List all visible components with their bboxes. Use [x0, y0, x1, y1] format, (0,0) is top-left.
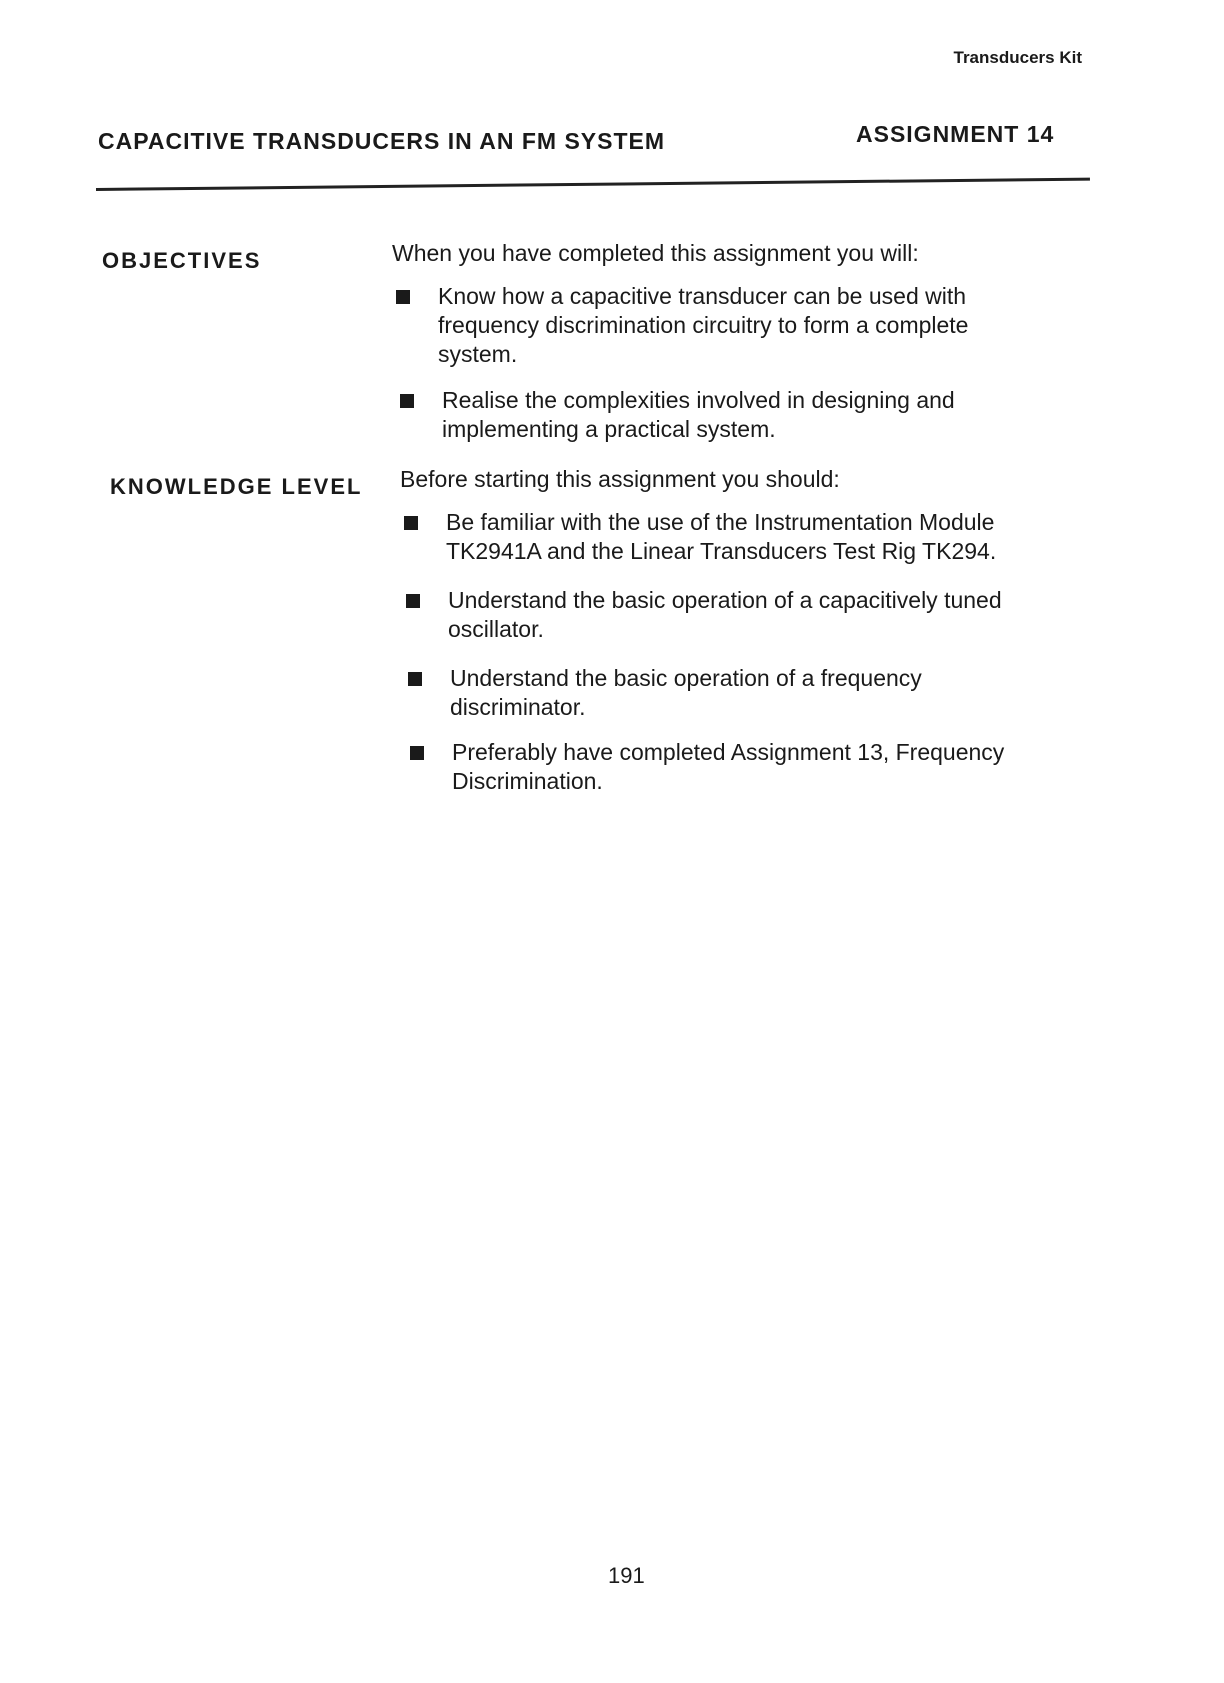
- knowledge-level-lead: Before starting this assignment you should:: [400, 466, 840, 492]
- knowledge-level-item-text: Understand the basic operation of a capacitively tuned oscillator.: [448, 587, 1002, 642]
- objectives-heading: OBJECTIVES: [102, 248, 262, 273]
- objectives-item-text: Know how a capacitive transducer can be used with frequency discrimination circuitry to form a complete system.: [438, 283, 969, 367]
- knowledge-level-item: [410, 738, 1052, 796]
- knowledge-level-item: [404, 508, 1046, 566]
- bullet-square-icon: [400, 394, 414, 408]
- assignment-label: ASSIGNMENT 14: [856, 121, 1055, 147]
- bullet-square-icon: [406, 594, 420, 608]
- bullet-square-icon: [408, 672, 422, 686]
- knowledge-level-heading: KNOWLEDGE LEVEL: [110, 474, 363, 499]
- objectives-item-text: Realise the complexities involved in designing and implementing a practical system.: [442, 387, 955, 442]
- objectives-item: [400, 386, 1042, 444]
- knowledge-level-item: [408, 664, 1050, 722]
- bullet-square-icon: [396, 290, 410, 304]
- knowledge-level-item-text: Understand the basic operation of a frequency discriminator.: [450, 665, 922, 720]
- bullet-square-icon: [410, 746, 424, 760]
- objectives-item: [396, 282, 1038, 369]
- chapter-title: CAPACITIVE TRANSDUCERS IN AN FM SYSTEM: [98, 128, 666, 154]
- knowledge-level-item-text: Be familiar with the use of the Instrumentation Module TK2941A and the Linear Transducers Test Rig TK294.: [446, 509, 997, 564]
- page-number: 191: [608, 1563, 645, 1588]
- bullet-square-icon: [404, 516, 418, 530]
- knowledge-level-item-text: Preferably have completed Assignment 13, Frequency Discrimination.: [452, 739, 1005, 794]
- objectives-lead: When you have completed this assignment you will:: [392, 240, 919, 266]
- knowledge-level-item: [406, 586, 1048, 644]
- header-rule: [96, 178, 1090, 191]
- running-head: Transducers Kit: [953, 48, 1082, 67]
